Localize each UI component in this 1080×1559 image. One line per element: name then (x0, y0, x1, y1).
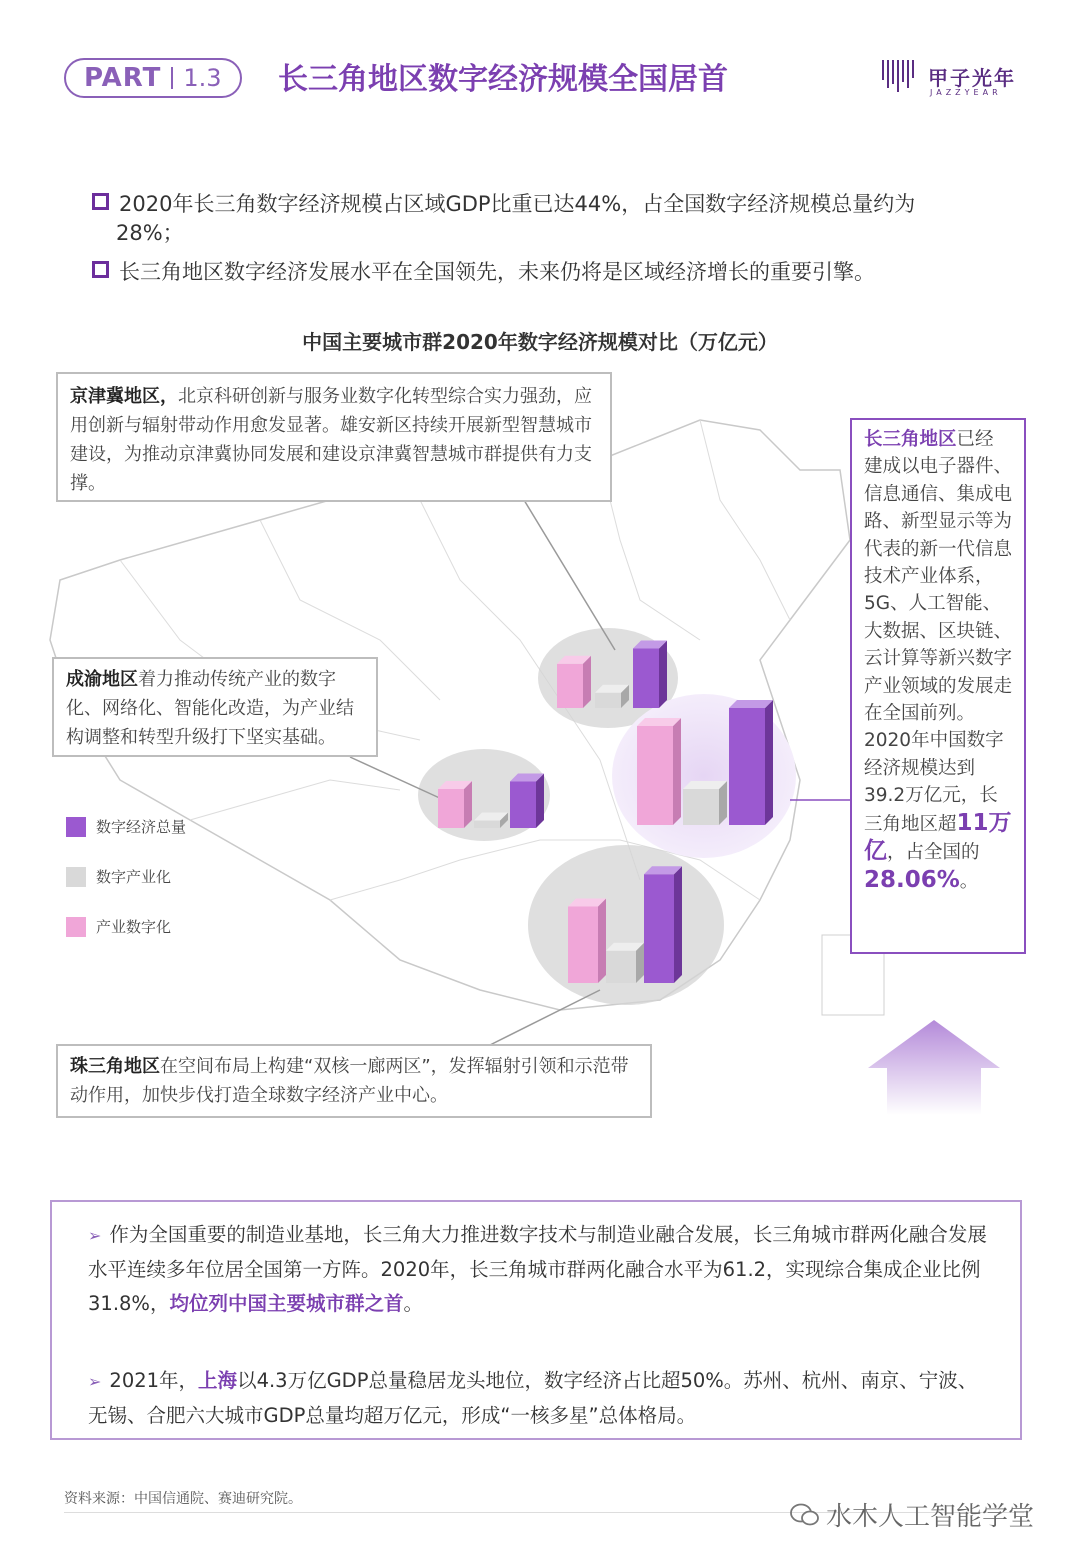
watermark-text: 水木人工智能学堂 (826, 1502, 1035, 1532)
part-label: PART (84, 63, 162, 93)
bar-京津冀-产业数字化 (557, 656, 591, 708)
legend-label-industrialization: 数字产业化 (96, 868, 172, 886)
summary-point-1-tail: 。 (403, 1292, 423, 1315)
bar-长三角-产业数字化 (637, 718, 681, 825)
callout-jjj-body: 北京科研创新与服务业数字化转型综合实力强劲，应用创新与辐射带动作用愈发显著。雄安新区持续开展新型智慧城市建设，为推动京津冀协同发展和建设京津冀智慧城市群提供有力支撑。 (70, 386, 592, 494)
bar-成渝-数字经济总量 (510, 774, 544, 829)
source-note: 资料来源：中国信通院、赛迪研究院。 (64, 1491, 302, 1507)
summary-point-2-highlight: 上海 (198, 1369, 238, 1392)
callout-csj-body: 已经建成以电子器件、信息通信、集成电路、新型显示等为代表的新一代信息技术产业体系，5G、人工智能、大数据、区块链、云计算等新兴数字产业领域的发展走在全国前列。2020年中国数字经济规模达到39.2万亿元，长三角地区超 (864, 429, 1013, 835)
legend-swatch-digitization (66, 917, 86, 937)
legend-total (66, 816, 186, 837)
callout-jingjinji (56, 372, 612, 502)
part-number: 1.3 (183, 64, 222, 92)
summary-point-1-highlight: 均位列中国主要城市群之首 (169, 1292, 404, 1315)
bar-成渝-产业数字化 (438, 781, 472, 828)
summary-point-2 (88, 1364, 988, 1433)
arrow-bullet-icon: ➢ (88, 1226, 102, 1245)
bar-京津冀-数字经济总量 (633, 641, 667, 709)
chart-title: 中国主要城市群2020年数字经济规模对比（万亿元） (302, 330, 778, 354)
callout-zsj-head: 珠三角地区 (70, 1056, 160, 1077)
callout-cy-body: 着力推动传统产业的数字化、网络化、智能化改造，为产业结构调整和转型升级打下坚实基础。 (66, 669, 354, 748)
callout-csj-share: 28.06% (864, 866, 960, 893)
bar-珠三角-数字经济总量 (644, 866, 682, 983)
bar-珠三角-产业数字化 (568, 899, 606, 984)
summary-point-1 (88, 1218, 988, 1321)
callout-csj-head: 长三角地区 (864, 429, 957, 450)
bar-长三角-数字产业化 (683, 781, 727, 825)
callout-zhusanjiao (56, 1044, 652, 1118)
summary-point-2-text: 以4.3万亿GDP总量稳居龙头地位，数字经济占比超50%。苏州、杭州、南京、宁波、无锡、合肥六大城市GDP总量均超万亿元，形成“一核多星”总体格局。 (88, 1369, 978, 1427)
callout-chengyu (52, 657, 378, 757)
bullet-2-text: 长三角地区数字经济发展水平在全国领先，未来仍将是区域经济增长的重要引擎。 (119, 260, 875, 284)
summary-point-1-text: 作为全国重要的制造业基地，长三角大力推进数字技术与制造业融合发展，长三角城市群两化融合发展水平连续多年位居全国第一方阵。2020年，长三角城市群两化融合水平为61.2，实现综合集成企业比例31.8%， (88, 1223, 987, 1315)
arrow-bullet-icon: ➢ (88, 1372, 102, 1391)
callout-changsanjiao (850, 418, 1026, 954)
callout-csj-value: 11万亿 (864, 809, 1012, 865)
bullet-1-line1: 2020年长三角数字经济规模占区域GDP比重已达44%，占全国数字经济规模总量约为 (119, 192, 916, 216)
legend-digitization (66, 916, 171, 937)
bar-京津冀-数字产业化 (595, 685, 629, 708)
wechat-icon (790, 1502, 820, 1528)
bar-珠三角-数字产业化 (606, 943, 644, 983)
legend-swatch-industrialization (66, 867, 86, 887)
callout-zsj-body: 在空间布局上构建“双核一廊两区”，发挥辐射引领和示范带动作用，加快步伐打造全球数字经济产业中心。 (70, 1056, 629, 1106)
legend-swatch-total (66, 817, 86, 837)
logo-text: 甲子光年 (928, 66, 1016, 90)
callout-cy-head: 成渝地区 (66, 669, 138, 690)
bar-长三角-数字经济总量 (729, 700, 773, 825)
page-title: 长三角地区数字经济规模全国居首 (278, 62, 728, 97)
bullet-1-line2: 28%； (116, 221, 184, 245)
logo-subtext: JAZZYEAR (930, 88, 1002, 97)
callout-csj-tail: 。 (959, 870, 979, 892)
watermark (790, 1496, 1034, 1533)
legend-label-digitization: 产业数字化 (96, 918, 172, 936)
callout-jjj-head: 京津冀地区， (70, 386, 178, 407)
summary-point-2-pre: 2021年， (109, 1369, 199, 1392)
growth-arrow-icon (868, 1020, 1000, 1115)
legend-industrialization (66, 866, 171, 887)
legend-label-total: 数字经济总量 (96, 818, 187, 836)
callout-csj-mid: ，占全国的 (887, 842, 980, 864)
